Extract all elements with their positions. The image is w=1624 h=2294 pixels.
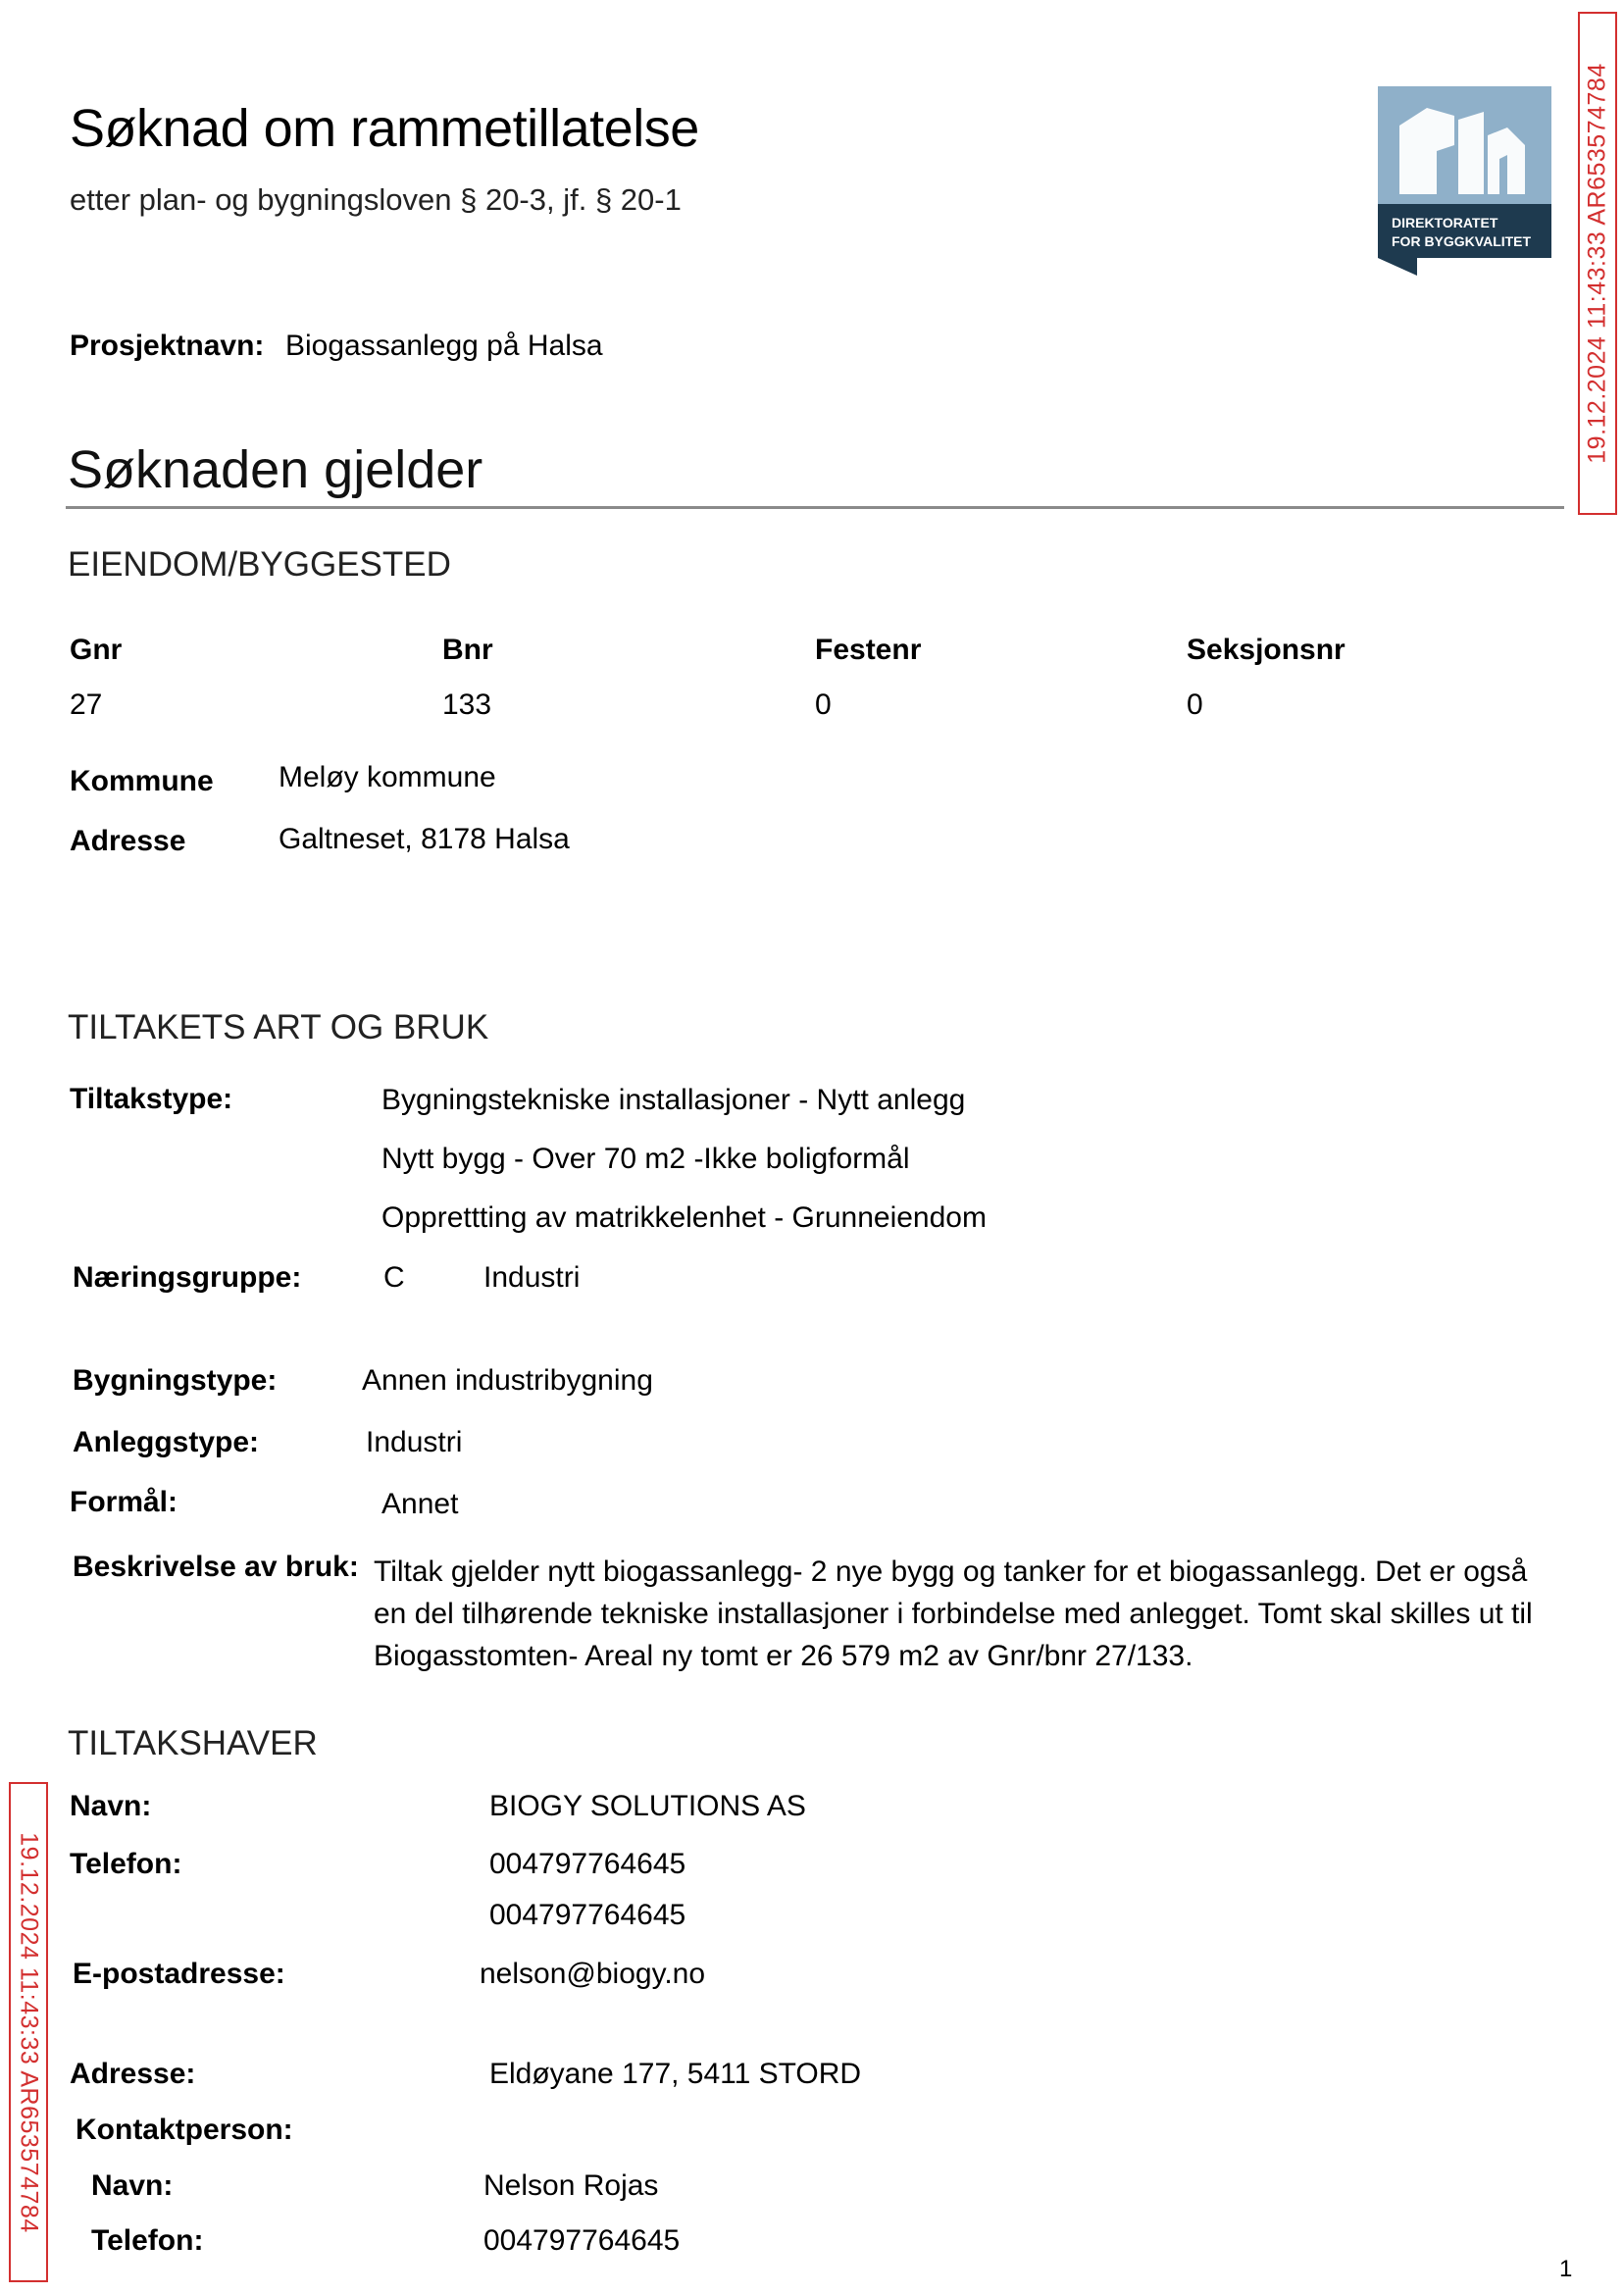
document-subtitle: etter plan- og bygningsloven § 20-3, jf. § 20-1 (70, 182, 682, 217)
kommune-value: Meløy kommune (279, 761, 496, 793)
epost-label: E-postadresse: (73, 1958, 285, 1990)
logo-graphic (1378, 86, 1551, 276)
section-divider (66, 506, 1564, 509)
telefon-value: 004797764645 (489, 1848, 686, 1880)
document-title: Søknad om rammetillatelse (70, 99, 699, 158)
property-heading: EIENDOM/BYGGESTED (68, 545, 451, 584)
page-number: 1 (1559, 2256, 1573, 2282)
gnr-value: 27 (70, 688, 103, 721)
tiltakshaver-adresse-label: Adresse: (70, 2058, 196, 2090)
logo-text-line2: FOR BYGGKVALITET (1392, 233, 1532, 249)
tiltakshaver-heading: TILTAKSHAVER (68, 1724, 318, 1762)
festenr-value: 0 (815, 688, 832, 721)
kontaktperson-label: Kontaktperson: (76, 2114, 293, 2146)
kontakt-telefon-value: 004797764645 (483, 2224, 681, 2257)
bnr-value: 133 (442, 688, 492, 721)
seksjonsnr-value: 0 (1187, 688, 1203, 721)
formal-label: Formål: (70, 1486, 178, 1518)
date-stamp-left (9, 1782, 48, 2282)
section-title: Søknaden gjelder (68, 440, 483, 499)
anleggstype-value: Industri (366, 1426, 463, 1458)
kommune-label: Kommune (70, 765, 214, 797)
tiltakstype-item: Opprettting av matrikkelenhet - Grunneiendom (381, 1201, 987, 1234)
navn-value: BIOGY SOLUTIONS AS (489, 1790, 806, 1822)
anleggstype-label: Anleggstype: (73, 1426, 260, 1458)
naeringsgruppe-value: Industri (483, 1261, 581, 1294)
stamp-text: 19.12.2024 11:43:33 AR653574784 (1583, 63, 1611, 464)
tiltakstype-label: Tiltakstype: (70, 1083, 233, 1115)
gnr-label: Gnr (70, 634, 123, 666)
bygningstype-label: Bygningstype: (73, 1364, 278, 1397)
telefon-value: 004797764645 (489, 1899, 686, 1931)
project-value: Biogassanlegg på Halsa (285, 330, 603, 362)
bnr-label: Bnr (442, 634, 493, 666)
bygningstype-value: Annen industribygning (362, 1364, 653, 1397)
date-stamp-top (1578, 12, 1617, 515)
tiltakstype-item: Bygningstekniske installasjoner - Nytt anlegg (381, 1084, 966, 1116)
logo-text-line1: DIREKTORATET (1392, 215, 1498, 230)
kontakt-navn-label: Navn: (91, 2169, 174, 2202)
telefon-label: Telefon: (70, 1848, 182, 1880)
navn-label: Navn: (70, 1790, 152, 1822)
adresse-value: Galtneset, 8178 Halsa (279, 823, 570, 855)
formal-value: Annet (381, 1488, 459, 1520)
festenr-label: Festenr (815, 634, 922, 666)
tiltakstype-item: Nytt bygg - Over 70 m2 -Ikke boligformål (381, 1143, 910, 1175)
kontakt-navn-value: Nelson Rojas (483, 2169, 659, 2202)
adresse-label: Adresse (70, 825, 186, 857)
beskrivelse-value: Tiltak gjelder nytt biogassanlegg- 2 nye bygg og tanker for et biogassanlegg. Det er også en del tilhørende tekniske installasjoner i forbindelse med anlegget. Tomt skal skilles ut til Biogasstomten- Areal ny tomt er 26 579 m2 av Gnr/bnr 27/133. (374, 1555, 1533, 1672)
dibk-logo (1378, 86, 1551, 276)
stamp-text: 19.12.2024 11:43:33 AR653574784 (15, 1831, 43, 2233)
epost-value: nelson@biogy.no (480, 1958, 706, 1990)
tiltakshaver-adresse-value: Eldøyane 177, 5411 STORD (489, 2058, 862, 2090)
seksjonsnr-label: Seksjonsnr (1187, 634, 1345, 666)
naeringsgruppe-code: C (383, 1261, 405, 1294)
kontakt-telefon-label: Telefon: (91, 2224, 204, 2257)
naeringsgruppe-label: Næringsgruppe: (73, 1261, 302, 1294)
tiltak-heading: TILTAKETS ART OG BRUK (68, 1008, 489, 1046)
beskrivelse-label: Beskrivelse av bruk: (73, 1551, 359, 1583)
project-label: Prosjektnavn: (70, 330, 265, 362)
